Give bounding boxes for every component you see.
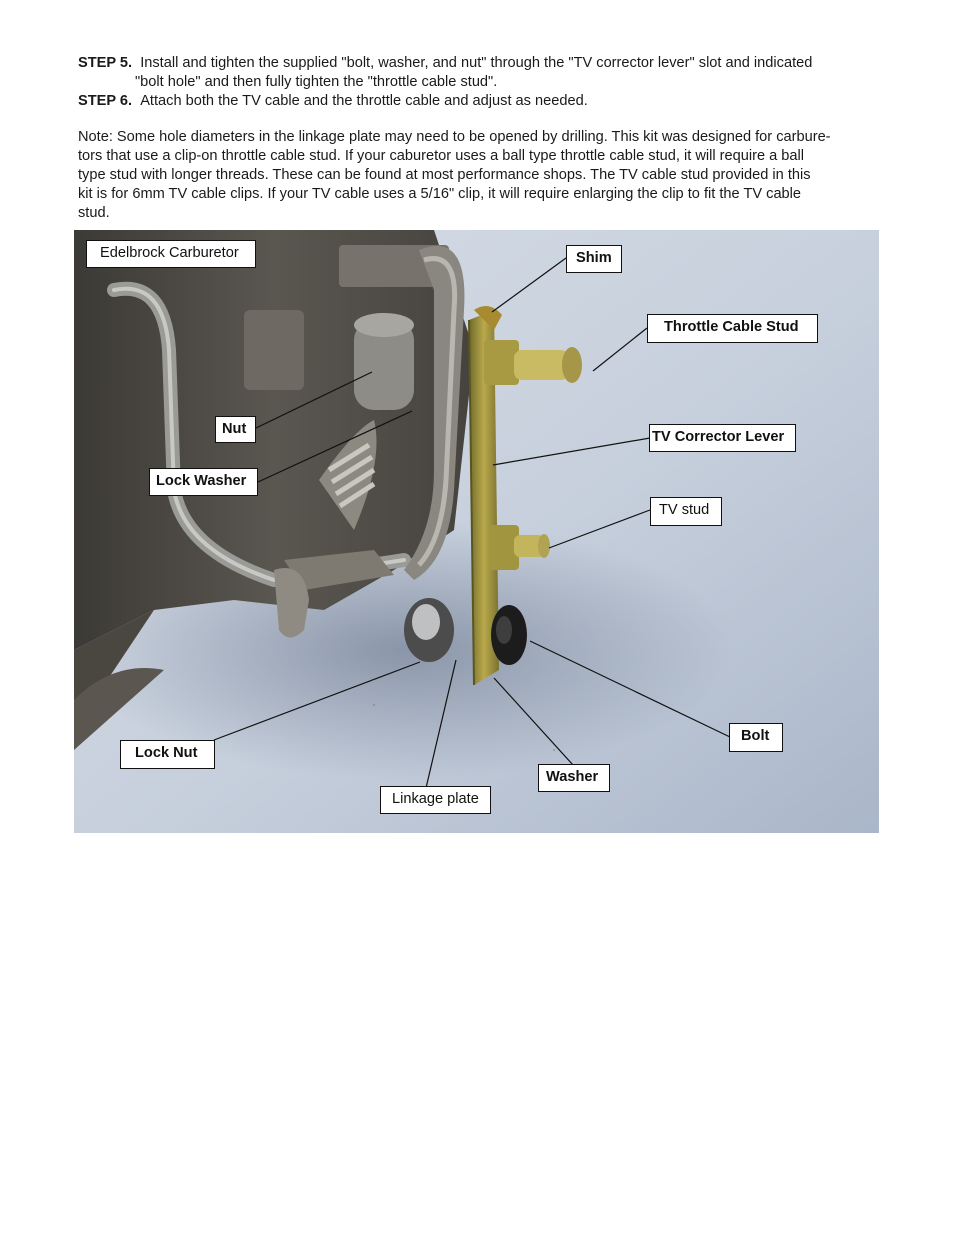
callout-linkage-plate: Linkage plate	[380, 786, 491, 814]
step-5-continuation: "bolt hole" and then fully tighten the "throttle cable stud".	[135, 74, 498, 90]
step-5-label: STEP 5.	[78, 55, 133, 71]
note-line: tors that use a clip-on throttle cable stud. If your caburetor uses a ball type throttle cable stud, it will require a ball	[78, 148, 805, 164]
callout-lock-nut: Lock Nut	[120, 740, 215, 769]
step-5	[78, 54, 878, 73]
callout-bolt: Bolt	[729, 723, 783, 752]
step-6	[78, 92, 878, 111]
callout-nut: Nut	[215, 416, 256, 443]
step-6-label: STEP 6.	[78, 93, 133, 109]
callout-shim: Shim	[566, 245, 622, 273]
instruction-steps	[78, 54, 878, 111]
callout-washer: Washer	[538, 764, 610, 792]
note-paragraph	[78, 128, 883, 223]
callout-throttle-cable-stud: Throttle Cable Stud	[647, 314, 818, 343]
step-6-text: Attach both the TV cable and the throttle cable and adjust as needed.	[140, 93, 588, 109]
callout-tv-stud: TV stud	[650, 497, 722, 526]
callout-lock-washer: Lock Washer	[149, 468, 258, 496]
callout-tv-corrector-lever: TV Corrector Lever	[649, 424, 796, 452]
note-line: type stud with longer threads. These can be found at most performance shops. The TV cable stud provided in this	[78, 167, 811, 183]
step-5-text: Install and tighten the supplied "bolt, washer, and nut" through the "TV corrector lever" slot and indicated	[140, 55, 813, 71]
note-line: stud.	[78, 205, 110, 221]
callout-edelbrock-carburetor: Edelbrock Carburetor	[86, 240, 256, 268]
note-line: Note: Some hole diameters in the linkage plate may need to be opened by drilling. This kit was designed for carbure-	[78, 129, 831, 145]
note-line: kit is for 6mm TV cable clips. If your TV cable uses a 5/16" clip, it will require enlarging the clip to fit the TV cable	[78, 186, 802, 202]
